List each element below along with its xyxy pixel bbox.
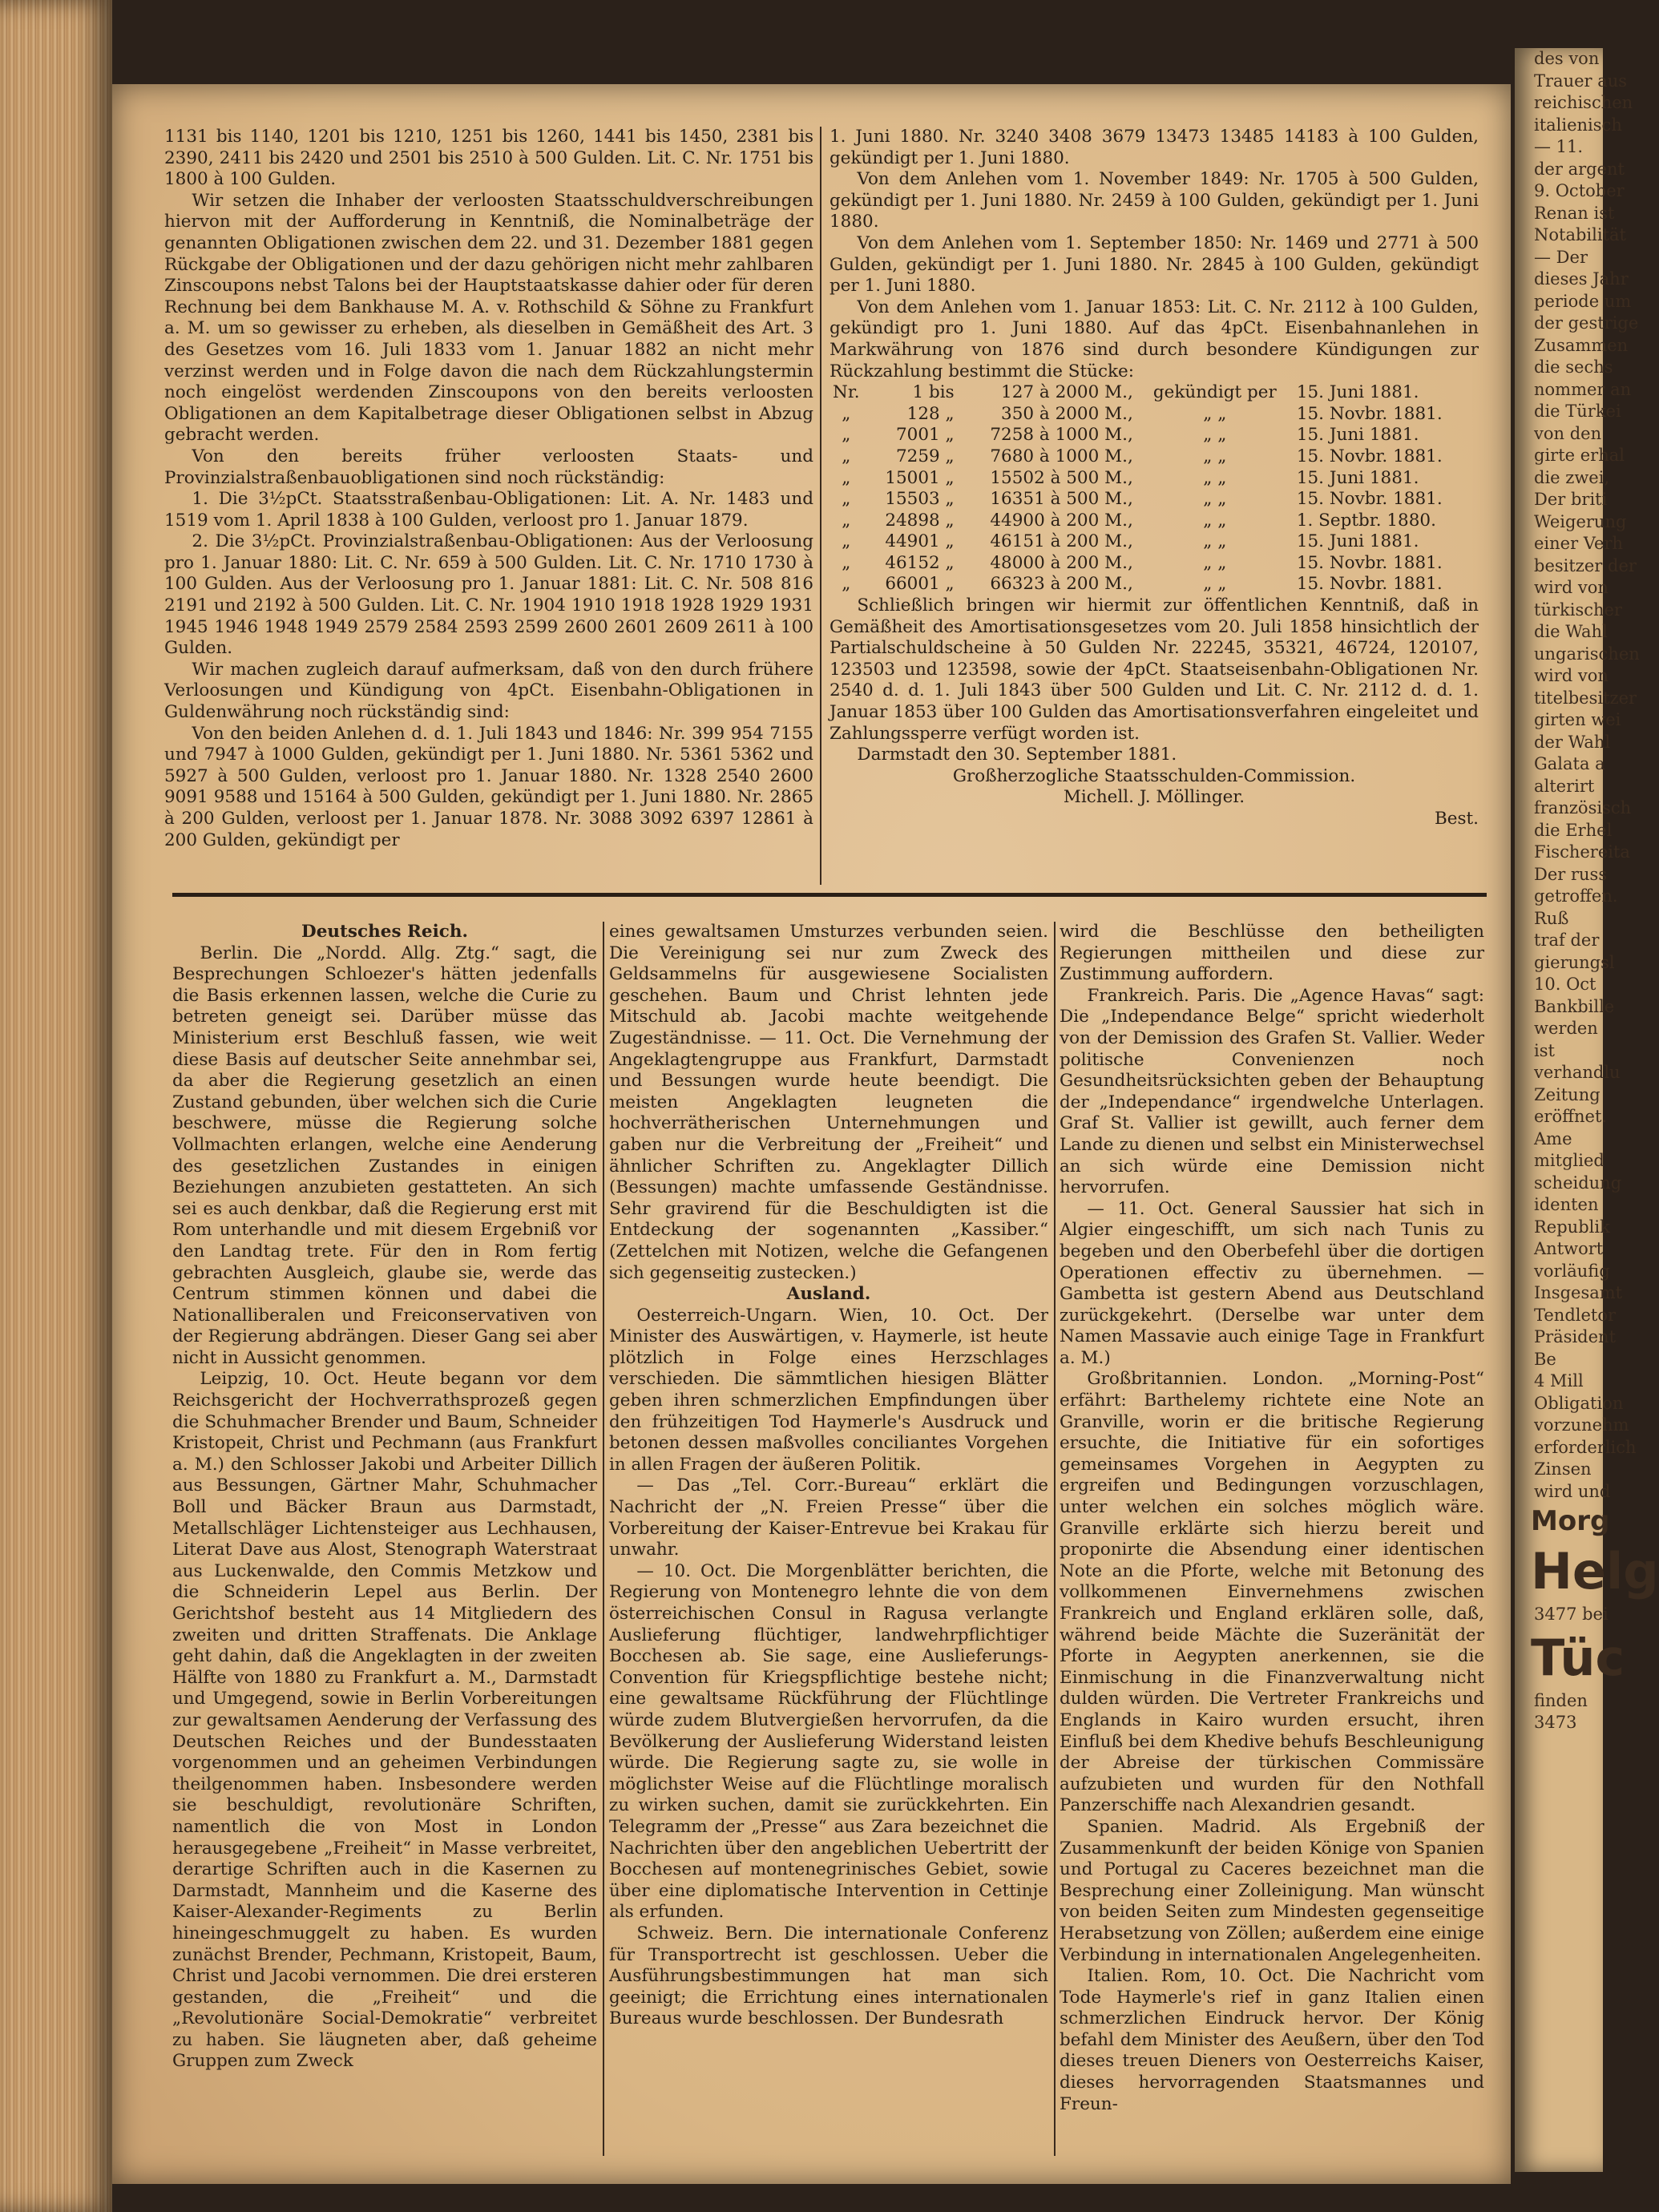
bond-table-cell: 127 à 2000 M., (1001, 382, 1133, 403)
notice-paragraph: Wir setzen die Inhaber der verloosten Staatsschuldverschreibungen hiervon mit der Aufforderung in Kenntniß, die Nominalbeträge der genannten Obligationen zwischen dem 22. und 31. Dezember 1881 gegen Rückgabe der Obligationen und der dazu gehörigen nicht mehr zahlbaren Zinscoupons nebst Talons bei der Hauptstaatskasse dahier oder für deren Rechnung bei dem Bankhause M. A. v. Rothschild & Söhne zu Frankfurt a. M. um so gewisser zu erheben, als dieselben in Gemäßheit des Art. 3 des Gesetzes vom 16. Juli 1833 vom 1. Januar 1882 an nicht mehr verzinst werden und in Folge davon die nach dem Rückzahlungstermin noch eingelöst werdenden Zinscoupons von den bereits verloosten Obligationen an dem Kapitalbetrage dieser Obligationen selbst in Abzug gebracht werden. (164, 190, 813, 446)
adjacent-page-text (1515, 1690, 1603, 1734)
adjacent-page-line: scheidung (1534, 1173, 1622, 1193)
adjacent-page-line: der Wahl (1534, 732, 1611, 752)
news-column-left (172, 922, 597, 2073)
adjacent-page-line: wird und (1534, 1481, 1611, 1501)
adjacent-page-line: Ruß (1534, 908, 1569, 928)
adjacent-page-line: die Türkei (1534, 402, 1621, 421)
adjacent-page-line: von den (1534, 423, 1602, 443)
adjacent-page-line: Zinsen (1534, 1459, 1592, 1479)
adjacent-page-line: reichischen (1534, 93, 1633, 112)
bond-table-cell: 7001 „ (895, 425, 955, 446)
adjacent-page-line: 10. Oct (1534, 975, 1596, 994)
bond-table-cell: „ „ (1203, 574, 1227, 595)
bond-table-cell: 15. Novbr. 1881. (1296, 403, 1443, 424)
adjacent-page-line: traf der (1534, 930, 1600, 950)
adjacent-page-line: Obligation (1534, 1393, 1624, 1413)
notice-commission: Großherzogliche Staatsschulden-Commission. (952, 765, 1356, 786)
news-paragraph: eines gewaltsamen Umsturzes verbunden seien. Die Vereinigung sei nur zum Zweck des Geldsammelns für ausgewiesene Socialisten geschehen. Baum und Christ lehnten jede Mitschuld ab. Jacobi machte weitgehende Zugeständnisse. — 11. Oct. Die Vernehmung der Angeklagtengruppe aus Frankfurt, Darmstadt und Bessungen wurde heute beendigt. Die meisten Angeklagten leugneten die hochverrätherischen Unternehmungen und gaben nur die Verbreitung der „Freiheit“ und ähnlicher Schriften zu. Angeklagter Dillich (Bessungen) machte umfassende Geständnisse. Sehr gravirend für die Beschuldigten ist die Entdeckung der sogenannten „Kassiber.“ (Zettelchen mit Notizen, welche die Gefangenen sich gegenseitig zustecken.) (609, 922, 1048, 1283)
bond-table-cell: 15. Novbr. 1881. (1296, 446, 1443, 466)
adjacent-page-line: ungarischen (1534, 644, 1640, 664)
adjacent-page-line: die Wahl (1534, 622, 1608, 641)
adjacent-page-line: Galata a (1534, 754, 1605, 773)
adjacent-page-line: erforderlich (1534, 1437, 1637, 1457)
adjacent-page-line: die sechs (1534, 357, 1613, 377)
adjacent-page-line: besitzer der (1534, 555, 1637, 575)
bond-table-cell: „ „ (1203, 510, 1227, 531)
adjacent-page-line: Antwort (1534, 1239, 1604, 1258)
bond-number-table (830, 382, 1479, 595)
bond-table-cell: „ „ (1203, 489, 1227, 510)
news-paragraph: Spanien. Madrid. Als Ergebniß der Zusammenkunft der beiden Könige von Spanien und Portugal zu Caceres bezeichnet man die Besprechung einer Zolleinigung. Man wünscht von beiden Seiten zum Mindesten gegenseitige Herabsetzung von Zöllen; außerdem eine einige Verbindung in internationalen Angelegenheiten. (1060, 1816, 1484, 1965)
adjacent-page-line: nommer an (1534, 379, 1632, 399)
adjacent-page-line: werden (1534, 1019, 1598, 1038)
bond-table-cell: 15502 à 500 M., (990, 467, 1133, 488)
adjacent-page-text (1515, 48, 1640, 1503)
adjacent-masthead: Helg (1531, 1542, 1659, 1600)
adjacent-page-line: Be (1534, 1349, 1556, 1369)
news-paragraph: Großbritannien. London. „Morning-Post“ erfährt: Barthelemy richtete eine Note an Granville, worin er die britische Regierung ersuchte, die Initiative für ein sofortiges gemeinsames Vorgehen in Aegypten zu ergreifen und Bedingungen vorzuschlagen, unter welchen ein solches möglich wäre. Granville erklärte sich hierzu bereit und proponirte die Absendung einer identischen Note an die Pforte, welche mit Betonung des vollkommenen Einvernehmens zwischen Frankreich und England erklären solle, daß, während beide Mächte die Suzeränität der Pforte in Aegypten anerkennen, sie die Einmischung in die Finanzverwaltung nicht dulden würden. Die Vertreter Frankreichs und Englands in Kairo wurden ersucht, ihren Einfluß bei dem Khedive behufs Beschleunigung der Abreise der türkischen Commissäre aufzubieten und wurden für den Nothfall Panzerschiffe nach Alexandrien gesandt. (1060, 1369, 1484, 1816)
bond-table-cell: 24898 „ (885, 510, 955, 531)
adjacent-page-line: periode um (1534, 291, 1632, 311)
notice-paragraph: 2. Die 3½pCt. Provinzialstraßenbau-Obligationen: Aus der Verloosung pro 1. Januar 1880: Lit. C. Nr. 659 à 500 Gulden. Lit. C. Nr. 1710 1730 à 100 Gulden. Aus der Verloosung pro 1. Januar 1881: Lit. C. Nr. 508 816 2191 und 2192 à 500 Gulden. Lit. C. Nr. 1904 1910 1918 1928 1929 1931 1945 1946 1948 1949 2579 2584 2593 2599 2600 2601 2609 2611 à 100 Gulden. (164, 531, 813, 659)
bond-table-cell: „ (842, 489, 851, 510)
bond-table-cell: 46152 „ (885, 552, 955, 573)
official-notice-left-column (164, 127, 813, 851)
news-paragraph: — 11. Oct. General Saussier hat sich in Algier eingeschifft, um sich nach Tunis zu begeben und den Oberbefehl über die dortigen Operationen effectiv zu übernehmen. — Gambetta ist gestern Abend aus Deutschland zurückgekehrt. (Derselbe war unter dem Namen Massavie auch einige Tage in Frankfurt a. M.) (1060, 1198, 1484, 1368)
bond-table-cell: „ „ (1203, 425, 1227, 446)
adjacent-page-line: der argent (1534, 159, 1625, 179)
bond-table-row (830, 531, 1479, 553)
notice-date-line: Darmstadt den 30. September 1881. (857, 745, 1177, 765)
adjacent-page-line: der gestrige (1534, 313, 1639, 333)
adjacent-page-line: Renan ist (1534, 203, 1615, 223)
adjacent-page-line: identen (1534, 1195, 1599, 1214)
bond-table-row (830, 553, 1479, 575)
adjacent-page-line: Bankbille (1534, 996, 1615, 1016)
news-column-middle (609, 922, 1048, 2030)
news-paragraph: Frankreich. Paris. Die „Agence Havas“ sagt: Die „Independance Belge“ spricht wiederholt von der Demission des Grafen St. Vallier. Weder politische Convenienzen noch Gesundheitsrücksichten geben der Behauptung der „Independance“ irgendwelche Unterlagen. Graf St. Vallier ist gewillt, auch ferner dem Lande zu dienen und selbst ein Ministerwechsel an sich würde eine Demission nicht hervorrufen. (1060, 985, 1484, 1198)
bond-table-cell: 7680 à 1000 M., (990, 446, 1133, 466)
news-paragraph: — Das „Tel. Corr.-Bureau“ erklärt die Nachricht der „N. Freien Presse“ über die Vorbereitung der Kaiser-Entrevue bei Krakau für unwahr. (609, 1475, 1048, 1560)
notice-paragraph: 1. Die 3½pCt. Staatsstraßenbau-Obligationen: Lit. A. Nr. 1483 und 1519 vom 1. April 1838 à 100 Gulden, verloost pro 1. Januar 1879. (164, 489, 813, 531)
bond-table-cell: „ „ (1203, 552, 1227, 573)
adjacent-page-line: 3473 (1534, 1713, 1577, 1732)
adjacent-page-line: getroffen. (1534, 886, 1618, 906)
bond-table-cell: „ (842, 403, 851, 424)
notice-signatures: Michell. J. Möllinger. (1063, 787, 1245, 808)
bond-table-cell: 66323 à 200 M., (990, 574, 1133, 595)
bond-table-row (830, 511, 1479, 532)
bond-table-cell: 15. Novbr. 1881. (1296, 552, 1443, 573)
adjacent-page-line: — Der (1534, 247, 1588, 267)
bond-table-cell: 66001 „ (885, 574, 955, 595)
section-heading: Deutsches Reich. (301, 922, 468, 942)
adjacent-page-line: eröffnet. (1534, 1107, 1608, 1126)
bond-table-cell: 350 à 2000 M., (1001, 403, 1133, 424)
bond-table-cell: „ (842, 467, 851, 488)
adjacent-page-line: mitglied (1534, 1151, 1605, 1170)
news-paragraph: Berlin. Die „Nordd. Allg. Ztg.“ sagt, die Besprechungen Schloezer's hätten jedenfalls die Basis erkennen lassen, welche die Curie zu betreten geneigt sei. Darüber müsse das Ministerium erst Beschluß fassen, wie weit diese Basis auf deutscher Seite annehmbar sei, da aber die Regierung gesetzlich an einen Zustand gebunden, über welchen sich die Curie beschwere, müsse die Regierung solche Vollmachten erlangen, welche eine Aenderung des gesetzlichen Zustandes in einigen Beziehungen anzubieten gestatteten. An sich sei es auch denkbar, daß die Regierung erst mit Rom unterhandle und mit diesem Ergebniß vor den Landtag trete. Für den in Rom fertig gebrachten Ausgleich, glaube sie, werde das Centrum stimmen können und dabei die Nationalliberalen und Freiconservativen von der Regierung abdrängen. Dieser Gang sei aber nicht in Aussicht genommen. (172, 943, 597, 1368)
bond-table-cell: 15. Juni 1881. (1296, 531, 1419, 552)
bond-table-cell: „ (842, 510, 851, 531)
bond-table-cell: 46151 à 200 M., (990, 531, 1133, 552)
bond-table-cell: Nr. (833, 382, 860, 403)
adjacent-page-line: — 11. (1534, 137, 1584, 156)
bond-table-cell: „ „ (1203, 446, 1227, 466)
adjacent-page-line: 9. October (1534, 181, 1625, 200)
notice-paragraph: 1131 bis 1140, 1201 bis 1210, 1251 bis 1260, 1441 bis 1450, 2381 bis 2390, 2411 bis 2420 und 2501 bis 2510 à 500 Gulden. Lit. C. Nr. 1751 bis 1800 à 100 Gulden. (164, 127, 813, 190)
adjacent-page-line: 4 Mill (1534, 1371, 1584, 1391)
bond-table-cell: „ „ (1203, 531, 1227, 552)
notice-paragraph: Von dem Anlehen vom 1. November 1849: Nr. 1705 à 500 Gulden, gekündigt per 1. Juni 1880. Nr. 2459 à 100 Gulden, gekündigt per 1. Juni 1880. (830, 169, 1479, 232)
news-column-right (1060, 922, 1484, 2115)
notice-paragraph: Von den bereits früher verloosten Staats- und Provinzialstraßenbauobligationen sind noch rückständig: (164, 446, 813, 488)
notice-paragraph: Von dem Anlehen vom 1. Januar 1853: Lit. C. Nr. 2112 à 100 Gulden, gekündigt pro 1. Juni 1880. Auf das 4pCt. Eisenbahnanlehen in Markwährung von 1876 sind durch besondere Kündigungen zur Rückzahlung bestimmt die Stücke: (830, 297, 1479, 381)
bond-table-cell: gekündigt per (1152, 382, 1277, 403)
bond-table-cell: 7258 à 1000 M., (990, 425, 1133, 446)
adjacent-page-line: finden (1534, 1690, 1588, 1710)
section-heading: Ausland. (786, 1284, 871, 1305)
bond-table-cell: „ (842, 531, 851, 552)
adjacent-page-text (1515, 1604, 1609, 1626)
bond-table-cell: 15. Juni 1881. (1296, 382, 1419, 403)
section-rule (172, 893, 1487, 897)
adjacent-page-line: Ame (1534, 1128, 1572, 1148)
bond-table-cell: 44900 à 200 M., (990, 510, 1133, 531)
notice-best: Best. (1434, 809, 1479, 829)
adjacent-page-line: wird von (1534, 578, 1609, 597)
notice-paragraph: Von dem Anlehen vom 1. September 1850: Nr. 1469 und 2771 à 500 Gulden, gekündigt per 1. Juni 1880. Nr. 2845 à 100 Gulden, gekündigt per 1. Juni 1880. (830, 232, 1479, 297)
bond-table-row (830, 574, 1479, 595)
news-paragraph: Schweiz. Bern. Die internationale Conferenz für Transportrecht ist geschlossen. Ueber die Ausführungsbestimmungen hat man sich geeinigt; die Errichtung eines internationalen Bureaus wurde beschlossen. Der Bundesrath (609, 1923, 1048, 2029)
bond-table-row (830, 489, 1479, 511)
bond-table-cell: 15. Juni 1881. (1296, 467, 1419, 488)
adjacent-page-line: wird von (1534, 666, 1609, 685)
bond-table-cell: 48000 à 200 M., (990, 552, 1133, 573)
adjacent-page-line: vorläufig (1534, 1261, 1610, 1281)
adjacent-page-line: Der briti (1534, 490, 1608, 509)
news-paragraph: Oesterreich-Ungarn. Wien, 10. Oct. Der Minister des Auswärtigen, v. Haymerle, ist heute plötzlich in Folge eines Herzschlages verschieden. Die sämmtlichen hiesigen Blätter geben ihren schmerzlichen Empfindungen über den frühzeitigen Tod Haymerle's Ausdruck und betonen dessen maßvolles conciliantes Vorgehen in allen Fragen der äußeren Politik. (609, 1305, 1048, 1475)
bond-table-cell: 44901 „ (885, 531, 955, 552)
bond-table-cell: 15. Novbr. 1881. (1296, 574, 1443, 595)
official-notice-right-column (830, 127, 1479, 830)
bond-table-row (830, 446, 1479, 468)
adjacent-page-line: 3477 bei (1534, 1605, 1609, 1624)
adjacent-page-line: alterirt (1534, 776, 1595, 796)
adjacent-page-line: italienisch (1534, 115, 1622, 135)
bond-table-cell: 16351 à 500 M., (990, 489, 1133, 510)
bond-table-cell: „ „ (1203, 403, 1227, 424)
column-divider (603, 922, 604, 2156)
adjacent-page-line: Der russ (1534, 864, 1608, 884)
adjacent-page-line: ist (1534, 1040, 1555, 1060)
adjacent-page-line: vorzunehm (1534, 1415, 1629, 1435)
adjacent-page-line: Präsident (1534, 1327, 1617, 1346)
adjacent-page-line: die zwei, (1534, 467, 1610, 487)
adjacent-page-line: titelbesitzer (1534, 688, 1637, 708)
bond-table-row (830, 404, 1479, 426)
news-paragraph: wird die Beschlüsse den betheiligten Regierungen mittheilen und diese zur Zustimmung auffordern. (1060, 922, 1484, 985)
adjacent-page-fragment (1515, 48, 1659, 2172)
bond-table-row (830, 382, 1479, 404)
bond-table-cell: „ (842, 446, 851, 466)
adjacent-page-line: Zeitung (1534, 1084, 1600, 1104)
adjacent-page-line: einer Verh (1534, 534, 1624, 553)
news-paragraph: Leipzig, 10. Oct. Heute begann vor dem Reichsgericht der Hochverrathsprozeß gegen die Schuhmacher Brender und Baum, Schneider Kristopeit, Christ und Pechmann (aus Frankfurt a. M.) den Schlosser Jakobi und Arbeiter Dillich aus Bessungen, Gärtner Mahr, Schuhmacher Boll und Bäcker Braun aus Darmstadt, Metallschläger Lichtensteiger aus Lechhausen, Literat Dave aus Alost, Stenograph Waterstraat aus Luckenwalde, den Commis Metzkow und die Schneiderin Lepel aus Berlin. Der Gerichtshof besteht aus 14 Mitgliedern des zweiten und dritten Straffenats. Die Anklage geht dahin, daß die Angeklagten in der zweiten Hälfte von 1880 zu Frankfurt a. M., Darmstadt und Umgegend, sowie in Berlin Vorbereitungen zur gewaltsamen Aenderung der Verfassung des Deutschen Reiches und der Bundesstaaten vorgenommen und an geheimen Verbindungen theilgenommen haben. Insbesondere werden sie beschuldigt, revolutionäre Schriften, namentlich die von Most in London herausgegebene „Freiheit“ in Masse verbreitet, derartige Schriften auch in die Kasernen zu Darmstadt, Mannheim und die Kaserne des Kaiser-Alexander-Regiments zu Berlin hineingeschmuggelt zu haben. Es wurden zunächst Brender, Pechmann, Kristopeit, Baum, Christ und Jacobi vernommen. Die drei ersteren gestanden, die „Freiheit“ und die „Revolutionäre Social-Demokratie“ verbreitet zu haben. Sie läugneten aber, daß geheime Gruppen zum Zweck (172, 1369, 597, 2072)
column-divider (1054, 922, 1056, 2156)
bond-table-cell: 7259 „ (895, 446, 955, 466)
adjacent-page-line: Insgesamt (1534, 1283, 1623, 1302)
adjacent-masthead: Morg (1531, 1505, 1610, 1537)
adjacent-page-line: Weigerung (1534, 511, 1627, 531)
bond-table-row (830, 468, 1479, 490)
bond-table-row (830, 425, 1479, 446)
news-paragraph: — 10. Oct. Die Morgenblätter berichten, die Regierung von Montenegro lehnte die von dem österreichischen Consul in Ragusa verlangte Auslieferung flüchtiger, landwehrpflichtiger Bocchesen ab. Sie sage, eine Auslieferungs-Convention für Kriegspflichtige bestehe nicht; eine gewaltsame Rückführung der Flüchtlinge würde zudem Blutvergießen hervorrufen, da die Bevölkerung der Auslieferung Widerstand leisten würde. Die Regierung sagte zu, sie wolle in möglichster Weise auf die Flüchtlinge moralisch zu wirken suchen, damit sie zurückkehrten. Ein Telegramm der „Presse“ aus Zara bezeichnet die Nachrichten über den angeblichen Uebertritt der Bocchesen auf montenegrinisches Gebiet, sowie über eine diplomatische Intervention in Cettinje als erfunden. (609, 1560, 1048, 1923)
notice-paragraph: Wir machen zugleich darauf aufmerksam, daß von den durch frühere Verloosungen und Kündigung von 4pCt. Eisenbahn-Obligationen in Guldenwährung noch rückständig sind: (164, 659, 813, 723)
bond-table-cell: 128 „ (906, 403, 955, 424)
adjacent-page-line: Fischereita (1534, 842, 1630, 862)
notice-closing: Schließlich bringen wir hiermit zur öffentlichen Kenntniß, daß in Gemäßheit des Amortisationsgesetzes vom 20. Juli 1858 hinsichtlich der Partialschuldscheine à 50 Gulden Nr. 22245, 35321, 46724, 120107, 123503 und 123598, sowie der 4pCt. Staatseisenbahn-Obligationen Nr. 2540 d. d. 1. Juli 1843 über 500 Gulden und Lit. C. Nr. 2112 d. d. 1. Januar 1853 über 100 Gulden das Amortisationsverfahren eingeleitet und Zahlungssperre verfügt worden ist. (830, 595, 1479, 744)
adjacent-page-line: dieses Jahr (1534, 269, 1629, 289)
column-divider (820, 127, 821, 885)
adjacent-page-line: Notabilität (1534, 225, 1626, 244)
adjacent-page-line: gierungsl (1534, 952, 1615, 972)
adjacent-page-line: des von (1534, 49, 1600, 68)
adjacent-page-line: verhandlu (1534, 1063, 1621, 1082)
adjacent-page-line: Republik (1534, 1217, 1610, 1237)
adjacent-page-line: Trauer aus (1534, 71, 1628, 91)
bond-table-cell: 15001 „ (885, 467, 955, 488)
adjacent-masthead: Tüc (1531, 1628, 1625, 1687)
bond-table-cell: „ „ (1203, 467, 1227, 488)
adjacent-page-line: Zusammen (1534, 335, 1629, 355)
notice-paragraph: 1. Juni 1880. Nr. 3240 3408 3679 13473 13485 14183 à 100 Gulden, gekündigt per 1. Juni 1880. (830, 127, 1479, 168)
bond-table-cell: 15. Novbr. 1881. (1296, 489, 1443, 510)
bond-table-cell: „ (842, 552, 851, 573)
bond-table-cell: „ (842, 574, 851, 595)
adjacent-page-line: girte erhal (1534, 446, 1625, 465)
bond-table-cell: „ (842, 425, 851, 446)
adjacent-page-line: französisch (1534, 798, 1632, 817)
adjacent-page-line: türkischer (1534, 599, 1622, 620)
adjacent-page-line: die Erhel (1534, 820, 1613, 840)
bond-table-cell: 1. Septbr. 1880. (1296, 510, 1436, 531)
news-paragraph: Italien. Rom, 10. Oct. Die Nachricht vom Tode Haymerle's rief in ganz Italien einen schmerzlichen Eindruck hervor. Der König befahl dem Minister des Aeußern, über den Tod dieses treuen Dieners von Oesterreichs Kaiser, dieses hervorragenden Staatsmannes und Freun- (1060, 1966, 1484, 2114)
bond-table-cell: 1 bis (912, 382, 955, 403)
bond-table-cell: 15. Juni 1881. (1296, 425, 1419, 446)
adjacent-page-line: Tendletor (1534, 1305, 1617, 1325)
bond-table-cell: 15503 „ (885, 489, 955, 510)
book-page-edges (0, 0, 112, 2212)
notice-paragraph: Von den beiden Anlehen d. d. 1. Juli 1843 und 1846: Nr. 399 954 7155 und 7947 à 1000 Gulden, gekündigt per 1. Juni 1880. Nr. 5361 5362 und 5927 à 500 Gulden, verloost pro 1. Januar 1880. Nr. 1328 2540 2600 9091 9588 und 15164 à 500 Gulden, gekündigt per 1. Juni 1880. Nr. 2865 à 200 Gulden, verloost per 1. Januar 1878. Nr. 3088 3092 6397 12861 à 200 Gulden, gekündigt per (164, 723, 813, 850)
adjacent-page-line: girten wei (1534, 710, 1621, 729)
